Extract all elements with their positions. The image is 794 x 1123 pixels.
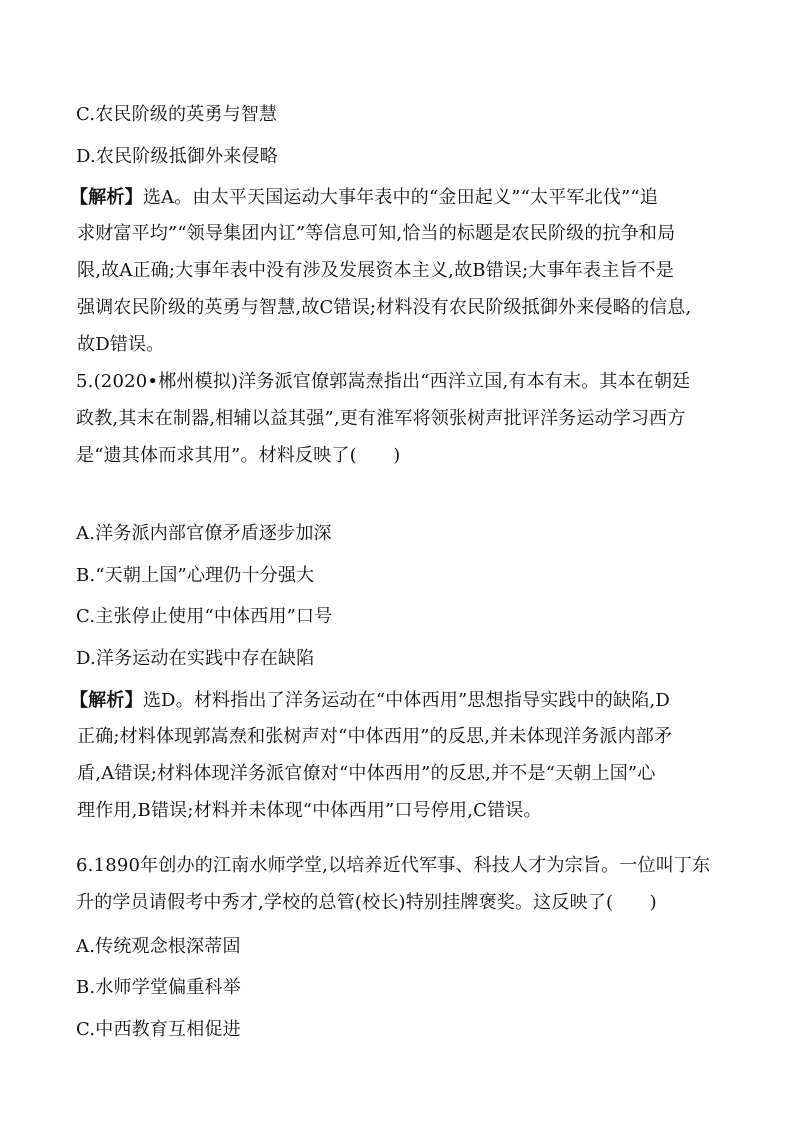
q6-stem-line-2: 升的学员请假考中秀才,学校的总管(校长)特别挂牌褒奖。这反映了( ) bbox=[76, 892, 657, 913]
q5-analysis-line-3: 盾,A错误;材料体现洋务派官僚对“中体西用”的反思,并不是“天朝上国”心 bbox=[77, 763, 656, 784]
q4-analysis-line-2: 求财富平均”“领导集团内讧”等信息可知,恰当的标题是农民阶级的抗争和局 bbox=[77, 223, 676, 244]
q6-option-b: B.水师学堂偏重科举 bbox=[76, 977, 241, 998]
q5-option-d: D.洋务运动在实践中存在缺陷 bbox=[76, 648, 315, 669]
q5-stem-line-1: 5.(2020•郴州模拟)洋务派官僚郭嵩焘指出“西洋立国,有本有末。其本在朝廷 bbox=[76, 371, 691, 392]
q6-stem-line-1: 6.1890年创办的江南水师学堂,以培养近代军事、科技人才为宗旨。一位叫丁东 bbox=[76, 855, 711, 876]
q5-analysis-text-1: 选D。材料指出了洋务运动在“中体西用”思想指导实践中的缺陷,D bbox=[142, 690, 670, 711]
q4-analysis-tag: 【解析】 bbox=[70, 187, 143, 208]
q5-analysis-tag: 【解析】 bbox=[70, 690, 143, 711]
q4-analysis-line-3: 限,故A正确;大事年表中没有涉及发展资本主义,故B错误;大事年表主旨不是 bbox=[77, 260, 674, 281]
q4-analysis-text-1: 选A。由太平天国运动大事年表中的“金田起义”“太平军北伐”“追 bbox=[142, 187, 659, 208]
q5-stem-line-3: 是“遗其体而求其用”。材料反映了( ) bbox=[76, 445, 401, 466]
q4-option-d: D.农民阶级抵御外来侵略 bbox=[76, 146, 278, 167]
q4-option-c: C.农民阶级的英勇与智慧 bbox=[76, 104, 278, 125]
q5-option-c: C.主张停止使用“中体西用”口号 bbox=[76, 606, 333, 627]
q4-analysis-line-4: 强调农民阶级的英勇与智慧,故C错误;材料没有农民阶级抵御外来侵略的信息, bbox=[77, 297, 692, 318]
q5-analysis-line-2: 正确;材料体现郭嵩焘和张树声对“中体西用”的反思,并未体现洋务派内部矛 bbox=[77, 726, 673, 747]
q5-analysis-line-1 bbox=[70, 689, 670, 713]
q5-option-b: B.“天朝上国”心理仍十分强大 bbox=[76, 565, 315, 586]
q6-option-c: C.中西教育互相促进 bbox=[76, 1019, 241, 1040]
q6-option-a: A.传统观念根深蒂固 bbox=[76, 936, 241, 957]
q5-stem-line-2: 政教,其末在制器,相辅以益其强”,更有淮军将领张树声批评洋务运动学习西方 bbox=[76, 408, 686, 429]
q4-analysis-line-1 bbox=[70, 186, 658, 210]
q5-option-a: A.洋务派内部官僚矛盾逐步加深 bbox=[76, 523, 332, 544]
q5-analysis-line-4: 理作用,B错误;材料并未体现“中体西用”口号停用,C错误。 bbox=[77, 800, 542, 821]
q4-analysis-line-5: 故D错误。 bbox=[77, 334, 165, 355]
